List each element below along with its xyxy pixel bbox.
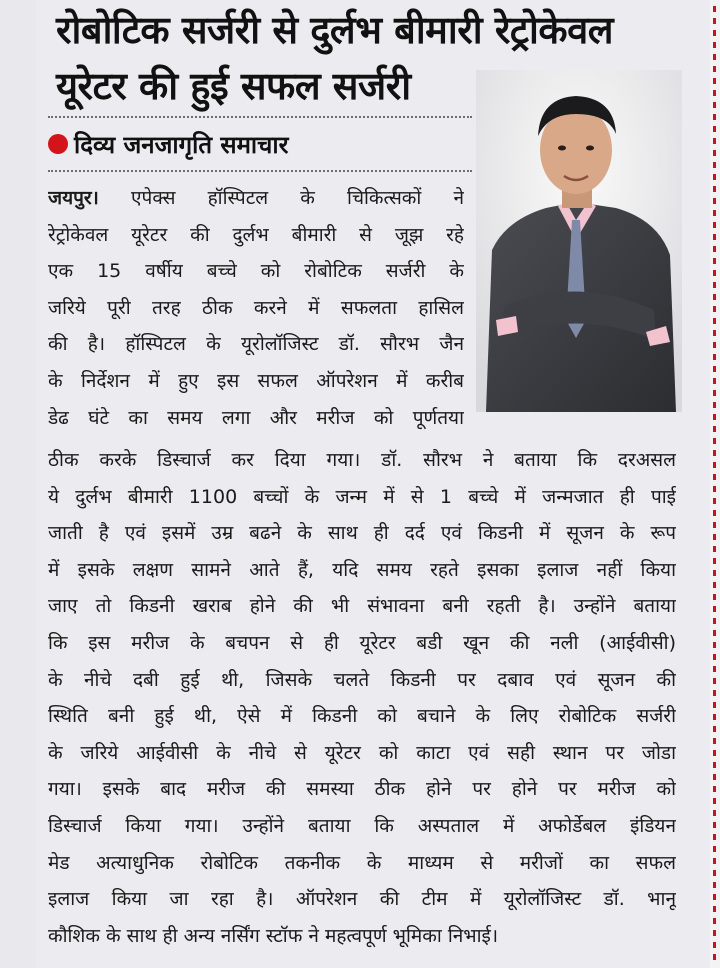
byline <box>48 127 288 161</box>
dateline: जयपुर। <box>48 187 99 209</box>
article-line: ठीक करके डिस्चार्ज कर दिया गया। डॉ. सौरभ ने बताया कि दरअसल <box>48 449 676 471</box>
article-line: कि इस मरीज के बचपन से ही यूरेटर बडी खून की नली (आईवीसी) <box>48 631 676 654</box>
article-line: के नीचे दबी हुई थी, जिसके चलते किडनी पर दबाव एवं सूजन की <box>48 668 676 691</box>
article-line: कौशिक के साथ ही अन्य नर्सिंग स्टॉफ ने महत्वपूर्ण भूमिका निभाई। <box>48 924 499 947</box>
article-line: जयपुर। एपेक्स हॉस्पिटल के चिकित्सकों ने <box>48 187 464 209</box>
newspaper-clipping <box>36 0 710 968</box>
dotted-rule-bottom <box>48 170 472 172</box>
red-dotted-border <box>713 6 716 962</box>
article-line: जाती है एवं इसमें उम्र बढने के साथ ही दर्द एवं किडनी में सूजन के रूप <box>48 522 676 545</box>
doctor-portrait-photo <box>476 70 682 412</box>
article-line: इलाज किया जा रहा है। ऑपरेशन की टीम में यूरोलॉजिस्ट डॉ. भानू <box>48 888 676 911</box>
article-body-narrow <box>48 180 464 436</box>
article-line: के निर्देशन में हुए इस सफल ऑपरेशन में करीब <box>48 369 464 392</box>
article-line: जाए तो किडनी खराब होने की भी संभावना बनी रहती है। उन्होंने बताया <box>48 595 676 618</box>
dotted-rule-top <box>48 116 472 118</box>
article-line: जरिये पूरी तरह ठीक करने में सफलता हासिल <box>48 296 464 319</box>
article-line: की है। हॉस्पिटल के यूरोलॉजिस्ट डॉ. सौरभ जैन <box>48 333 464 356</box>
headline-line-2: यूरेटर की हुई सफल सर्जरी <box>56 64 411 108</box>
headline-line-1: रोबोटिक सर्जरी से दुर्लभ बीमारी रेट्रोकेवल <box>56 8 613 52</box>
article-line: में इसके लक्षण सामने आते हैं, यदि समय रहते इसका इलाज नहीं किया <box>48 558 676 581</box>
article-line: के जरिये आईवीसी के नीचे से यूरेटर को काटा एवं सही स्थान पर जोडा <box>48 741 676 764</box>
article-line: गया। इसके बाद मरीज की समस्या ठीक होने पर होने पर मरीज को <box>48 778 676 801</box>
article-line: मेड अत्याधुनिक रोबोटिक तकनीक के माध्यम से मरीजों का सफल <box>48 851 676 874</box>
article-line: रेट्रोकेवल यूरेटर की दुर्लभ बीमारी से जूझ रहे <box>48 223 464 246</box>
red-bullet-icon <box>48 134 68 154</box>
page-edge <box>710 0 720 968</box>
byline-source: दिव्य जनजागृति समाचार <box>74 130 289 159</box>
article-line: डेढ घंटे का समय लगा और मरीज को पूर्णतया <box>48 406 464 429</box>
article-line: स्थिति बनी हुई थी, ऐसे में किडनी को बचाने के लिए रोबोटिक सर्जरी <box>48 705 676 728</box>
article-body-wide <box>48 442 676 954</box>
article-line: एक 15 वर्षीय बच्चे को रोबोटिक सर्जरी के <box>48 260 464 283</box>
article-line: ये दुर्लभ बीमारी 1100 बच्चों के जन्म में से 1 बच्चे में जन्मजात ही पाई <box>48 485 676 508</box>
article-line: डिस्चार्ज किया गया। उन्होंने बताया कि अस्पताल में अफोर्डेबल इंडियन <box>48 814 676 837</box>
